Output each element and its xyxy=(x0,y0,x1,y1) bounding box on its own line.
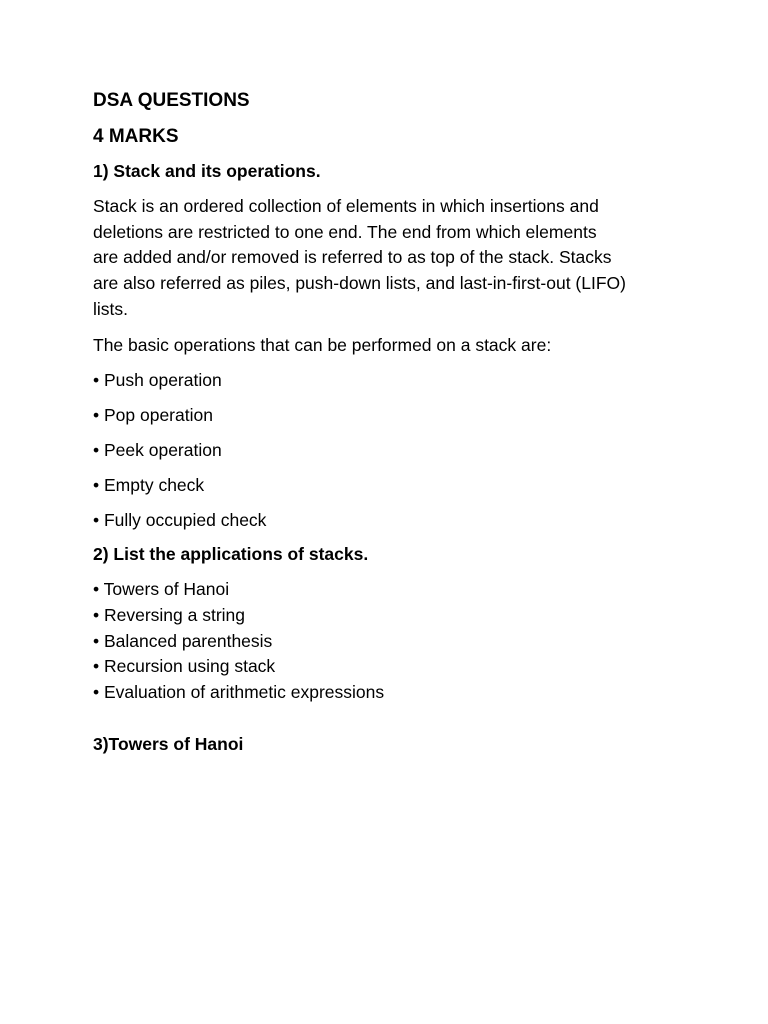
paragraph-line: are also referred as piles, push-down lists, and last-in-first-out (LIFO) xyxy=(93,273,626,294)
applications-list xyxy=(93,577,683,706)
paragraph-line: are added and/or removed is referred to as top of the stack. Stacks xyxy=(93,247,612,268)
paragraph-line: lists. xyxy=(93,298,128,319)
question-1-heading: 1) Stack and its operations. xyxy=(93,161,321,181)
blank-line xyxy=(93,706,683,733)
list-item: • Reversing a string xyxy=(93,604,246,625)
paragraph-line: Stack is an ordered collection of elements in which insertions and xyxy=(93,196,599,216)
list-item-empty-check: • Empty check xyxy=(93,475,205,496)
question-2-heading: 2) List the applications of stacks. xyxy=(93,544,369,565)
list-item: • Balanced parenthesis xyxy=(93,630,273,651)
list-item-push: • Push operation xyxy=(93,370,222,391)
question-3-heading: 3)Towers of Hanoi xyxy=(93,733,244,754)
paragraph-line: deletions are restricted to one end. The end from which elements xyxy=(93,221,597,242)
document-page xyxy=(93,88,683,767)
list-item-pop: • Pop operation xyxy=(93,405,213,426)
list-item-fully-occupied: • Fully occupied check xyxy=(93,510,267,531)
document-title: DSA QUESTIONS xyxy=(93,90,250,111)
stack-definition-paragraph xyxy=(93,194,683,323)
operations-intro: The basic operations that can be performed on a stack are: xyxy=(93,334,552,355)
list-item-peek: • Peek operation xyxy=(93,440,222,461)
list-item: • Recursion using stack xyxy=(93,656,276,677)
list-item: • Towers of Hanoi xyxy=(93,579,230,600)
marks-heading: 4 MARKS xyxy=(93,126,179,147)
list-item: • Evaluation of arithmetic expressions xyxy=(93,682,385,703)
